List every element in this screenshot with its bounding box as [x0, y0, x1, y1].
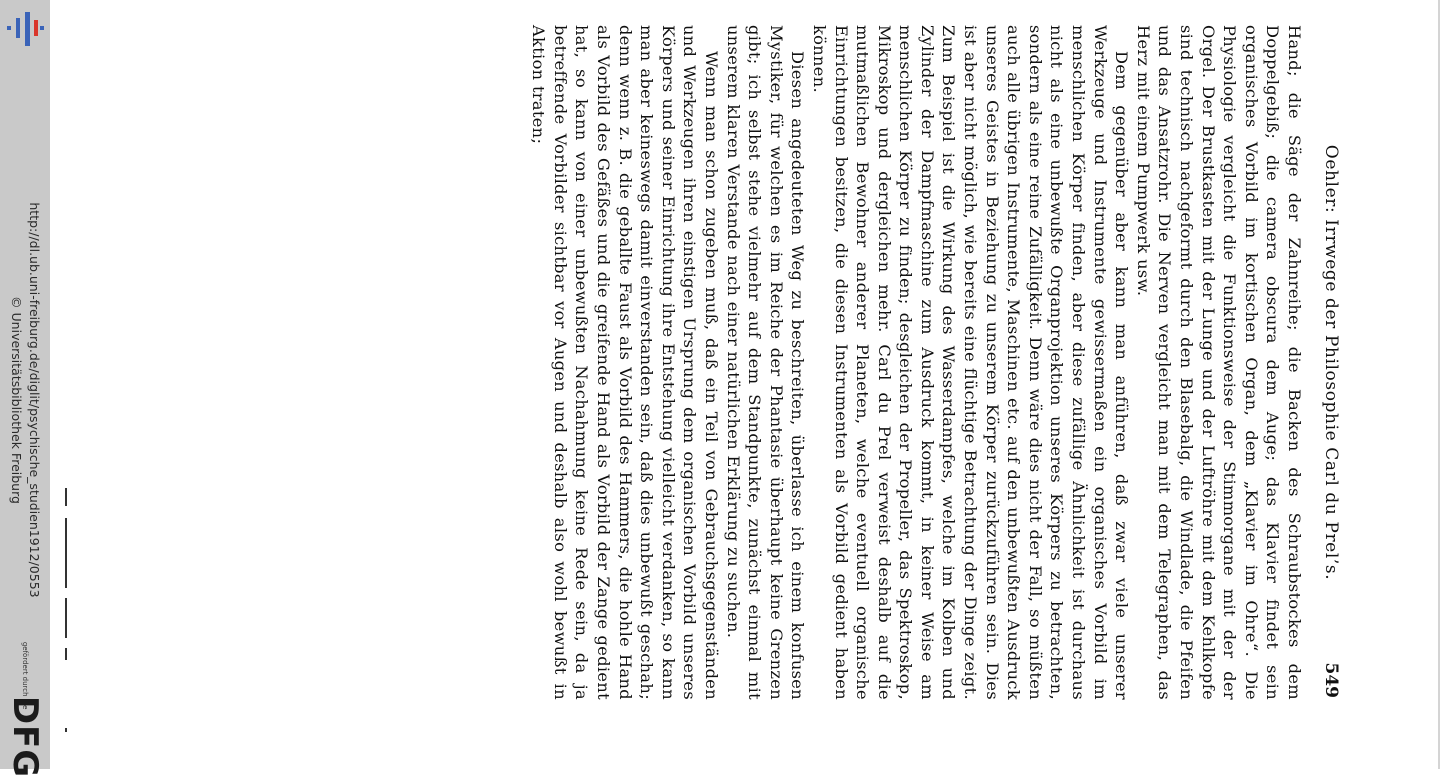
copyright-notice: © Universitätsbibliothek Freiburg	[9, 296, 24, 504]
body-text	[528, 25, 1305, 700]
source-url[interactable]: http://dl.ub.uni-freiburg.de/diglit/psychische_studien1912/0553	[27, 202, 42, 598]
paragraph: Diesen angedeuteten Weg zu beschreiten, überlasse ich einem konfusen Mystiker, für welchen es im Reiche der Phantasie überhaupt keine Grenzen gibt; ich selbst stehe vielmehr auf dem Standpunkte, zunächst einmal mit unserem klaren Verstande nach einer natürlichen Erklärung zu suchen.	[723, 25, 808, 700]
paragraph: Wenn man schon zugeben muß, daß ein Teil von Gebrauchsgegenständen und Werkzeugen ihren einstigen Ursprung dem organischen Vorbild unseres Körpers und seiner Einrichtung ihre Entstehung vielleicht verdanken, so kann man aber keineswegs damit einverstanden sein, daß dies unbewußt geschah; denn wenn z. B. die geballte Faust als Vorbild des Hammers, die hohle Hand als Vorbild des Gefäßes und die greifende Hand als Vorbild der Zange gedient hat, so kann von einer unbewußten Nachahmung keine Rede sein, da ja betreffende Vorbilder sichtbar vor Augen und deshalb also wohl bewußt in Aktion traten;	[529, 25, 721, 700]
running-header	[1317, 25, 1345, 700]
scan-margin-marks	[65, 488, 71, 738]
running-title: Oehler: Irrwege der Philosophie Carl du Prel’s.	[1321, 144, 1341, 581]
library-logo-icon	[3, 8, 45, 48]
viewer-edge	[1438, 0, 1440, 769]
provenance-sidebar	[0, 0, 50, 778]
scanned-page	[215, 25, 1345, 700]
page-number: 549	[1321, 662, 1341, 698]
dfg-badge	[5, 641, 45, 778]
dfg-logo: DFG	[5, 695, 45, 778]
paragraph: Hand; die Säge der Zahnreihe; die Backen des Schraubstockes dem Doppelgebiß; die camera obscura dem Auge; das Klavier findet sein organisches Vorbild im kortischen Organ, dem „Klavier im Ohre“. Die Physiologie vergleicht die Funktionsweise der Stimmorgane mit der der Orgel. Der Brustkasten mit der Lunge und der Luftröhre mit dem Kehlkopfe sind technisch nachgeformt durch den Blasebalg, die Windlade, die Pfeifen und das Ansatzrohr. Die Nerven vergleicht man mit dem Telegraphen, das Herz mit einem Pumpwerk usw.	[1133, 25, 1304, 700]
source-citation	[7, 202, 43, 597]
page-content	[215, 25, 1345, 700]
paragraph: Dem gegenüber aber kann man anführen, daß zwar viele unserer Werkzeuge und Instrumente gewissermaßen ein organisches Vorbild im menschlichen Körper finden, aber diese zufällige Ähnlichkeit ist durchaus nicht als eine unbewußte Organprojektion unseres Körpers zu betrachten, sondern als eine reine Zufälligkeit. Denn wäre dies nicht der Fall, so müßten auch alle übrigen Instrumente, Maschinen etc. auf den unbewußten Ausdruck unseres Geistes in Beziehung zu unserem Körper zurückzuführen sein. Dies ist aber nicht möglich, wie bereits eine flüchtige Betrachtung der Dinge zeigt. Zum Beispiel ist die Wirkung des Wasserdampfes, welche im Kolben und Zylinder der Dampfmaschine zum Ausdruck kommt, in keiner Weise am menschlichen Körper zu finden; desgleichen der Propeller, das Spektroskop, Mikroskop und dergleichen mehr. Carl du Prel verweist deshalb auf die mutmaßlichen Bewohner anderer Planeten, welche eventuell organische Einrichtungen besitzen, die diesen Instrumenten als Vorbild gedient haben können.	[809, 25, 1132, 700]
dfg-caption: gefördert durch die	[21, 641, 29, 710]
